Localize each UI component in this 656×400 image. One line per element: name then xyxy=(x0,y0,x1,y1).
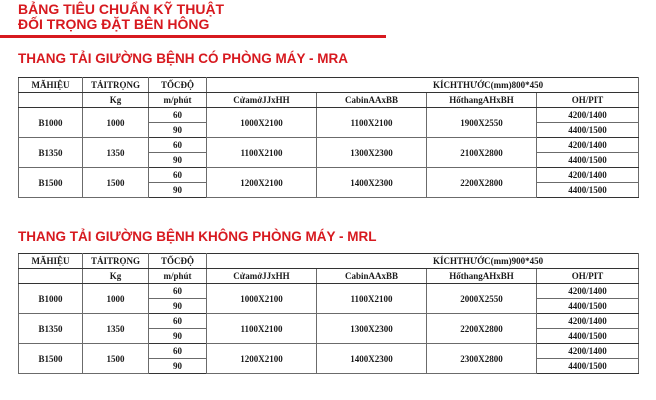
page-title-line-1: BẢNG TIÊU CHUẨN KỸ THUẬT xyxy=(18,1,225,17)
cell-speed: 60 xyxy=(149,314,207,329)
col-header-toc-do: TỐCĐỘ xyxy=(149,78,207,93)
col-header-m-phut: m/phút xyxy=(149,93,207,108)
cell-ho-thang: 2200X2800 xyxy=(427,168,537,198)
col-header-m-phut: m/phút xyxy=(149,269,207,284)
col-header-empty xyxy=(19,269,83,284)
col-header-cabin: CabinAAxBB xyxy=(317,93,427,108)
col-header-kg: Kg xyxy=(83,269,149,284)
cell-tai-trong: 1350 xyxy=(83,138,149,168)
section-title-mrl: THANG TẢI GIƯỜNG BỆNH KHÔNG PHÒNG MÁY - MRL xyxy=(18,229,377,244)
cell-cabin: 1300X2300 xyxy=(317,314,427,344)
cell-ma-hieu: B1000 xyxy=(19,284,83,314)
cell-tai-trong: 1350 xyxy=(83,314,149,344)
cell-ma-hieu: B1350 xyxy=(19,138,83,168)
col-header-cua: CửamởJJxHH xyxy=(207,269,317,284)
cell-cua: 1200X2100 xyxy=(207,168,317,198)
cell-tai-trong: 1000 xyxy=(83,108,149,138)
col-header-tai-trong: TẢITRỌNG xyxy=(83,78,149,93)
table-row xyxy=(19,168,639,183)
col-header-kg: Kg xyxy=(83,93,149,108)
cell-ho-thang: 2300X2800 xyxy=(427,344,537,374)
spec-table-mra xyxy=(18,77,639,198)
col-header-oh-pit: OH/PIT xyxy=(537,269,639,284)
col-header-tai-trong: TẢITRỌNG xyxy=(83,254,149,269)
cell-oh-pit: 4200/1400 xyxy=(537,344,639,359)
cell-ma-hieu: B1500 xyxy=(19,344,83,374)
cell-cabin: 1400X2300 xyxy=(317,344,427,374)
cell-speed: 90 xyxy=(149,329,207,344)
cell-ho-thang: 2000X2550 xyxy=(427,284,537,314)
cell-tai-trong: 1500 xyxy=(83,168,149,198)
col-header-kich-thuoc: KÍCHTHƯỚC(mm)900*450 xyxy=(207,254,639,269)
cell-oh-pit: 4400/1500 xyxy=(537,123,639,138)
page-title xyxy=(18,2,224,32)
cell-oh-pit: 4400/1500 xyxy=(537,329,639,344)
col-header-ho-thang: HốthangAHxBH xyxy=(427,93,537,108)
cell-tai-trong: 1000 xyxy=(83,284,149,314)
cell-speed: 90 xyxy=(149,123,207,138)
table-row xyxy=(19,284,639,299)
cell-speed: 60 xyxy=(149,344,207,359)
cell-ma-hieu: B1500 xyxy=(19,168,83,198)
cell-ho-thang: 2100X2800 xyxy=(427,138,537,168)
cell-oh-pit: 4200/1400 xyxy=(537,168,639,183)
cell-cua: 1000X2100 xyxy=(207,108,317,138)
table-row xyxy=(19,344,639,359)
cell-cabin: 1100X2100 xyxy=(317,108,427,138)
col-header-oh-pit: OH/PIT xyxy=(537,93,639,108)
col-header-cabin: CabinAAxBB xyxy=(317,269,427,284)
col-header-kich-thuoc: KÍCHTHƯỚC(mm)800*450 xyxy=(207,78,639,93)
cell-speed: 90 xyxy=(149,183,207,198)
cell-speed: 60 xyxy=(149,168,207,183)
cell-oh-pit: 4400/1500 xyxy=(537,299,639,314)
cell-oh-pit: 4400/1500 xyxy=(537,359,639,374)
cell-cua: 1100X2100 xyxy=(207,138,317,168)
cell-cua: 1100X2100 xyxy=(207,314,317,344)
table-row xyxy=(19,138,639,153)
cell-oh-pit: 4200/1400 xyxy=(537,314,639,329)
cell-ho-thang: 1900X2550 xyxy=(427,108,537,138)
col-header-ho-thang: HốthangAHxBH xyxy=(427,269,537,284)
cell-speed: 60 xyxy=(149,108,207,123)
cell-oh-pit: 4200/1400 xyxy=(537,108,639,123)
cell-speed: 90 xyxy=(149,299,207,314)
cell-ho-thang: 2200X2800 xyxy=(427,314,537,344)
col-header-toc-do: TỐCĐỘ xyxy=(149,254,207,269)
cell-oh-pit: 4200/1400 xyxy=(537,138,639,153)
cell-cua: 1200X2100 xyxy=(207,344,317,374)
cell-tai-trong: 1500 xyxy=(83,344,149,374)
cell-cua: 1000X2100 xyxy=(207,284,317,314)
cell-oh-pit: 4400/1500 xyxy=(537,183,639,198)
col-header-ma-hieu: MÃHIỆU xyxy=(19,254,83,269)
cell-speed: 90 xyxy=(149,359,207,374)
cell-cabin: 1400X2300 xyxy=(317,168,427,198)
title-underline xyxy=(0,35,386,38)
col-header-cua: CửamởJJxHH xyxy=(207,93,317,108)
page-title-line-2: ĐỐI TRỌNG ĐẶT BÊN HÔNG xyxy=(18,16,210,32)
col-header-ma-hieu: MÃHIỆU xyxy=(19,78,83,93)
cell-speed: 60 xyxy=(149,284,207,299)
table-row xyxy=(19,314,639,329)
spec-table-mrl xyxy=(18,253,639,374)
cell-oh-pit: 4200/1400 xyxy=(537,284,639,299)
section-title-mra: THANG TẢI GIƯỜNG BỆNH CÓ PHÒNG MÁY - MRA xyxy=(18,51,348,66)
cell-ma-hieu: B1000 xyxy=(19,108,83,138)
cell-oh-pit: 4400/1500 xyxy=(537,153,639,168)
cell-cabin: 1300X2300 xyxy=(317,138,427,168)
cell-speed: 60 xyxy=(149,138,207,153)
cell-speed: 90 xyxy=(149,153,207,168)
table-row xyxy=(19,108,639,123)
cell-ma-hieu: B1350 xyxy=(19,314,83,344)
cell-cabin: 1100X2100 xyxy=(317,284,427,314)
col-header-empty xyxy=(19,93,83,108)
